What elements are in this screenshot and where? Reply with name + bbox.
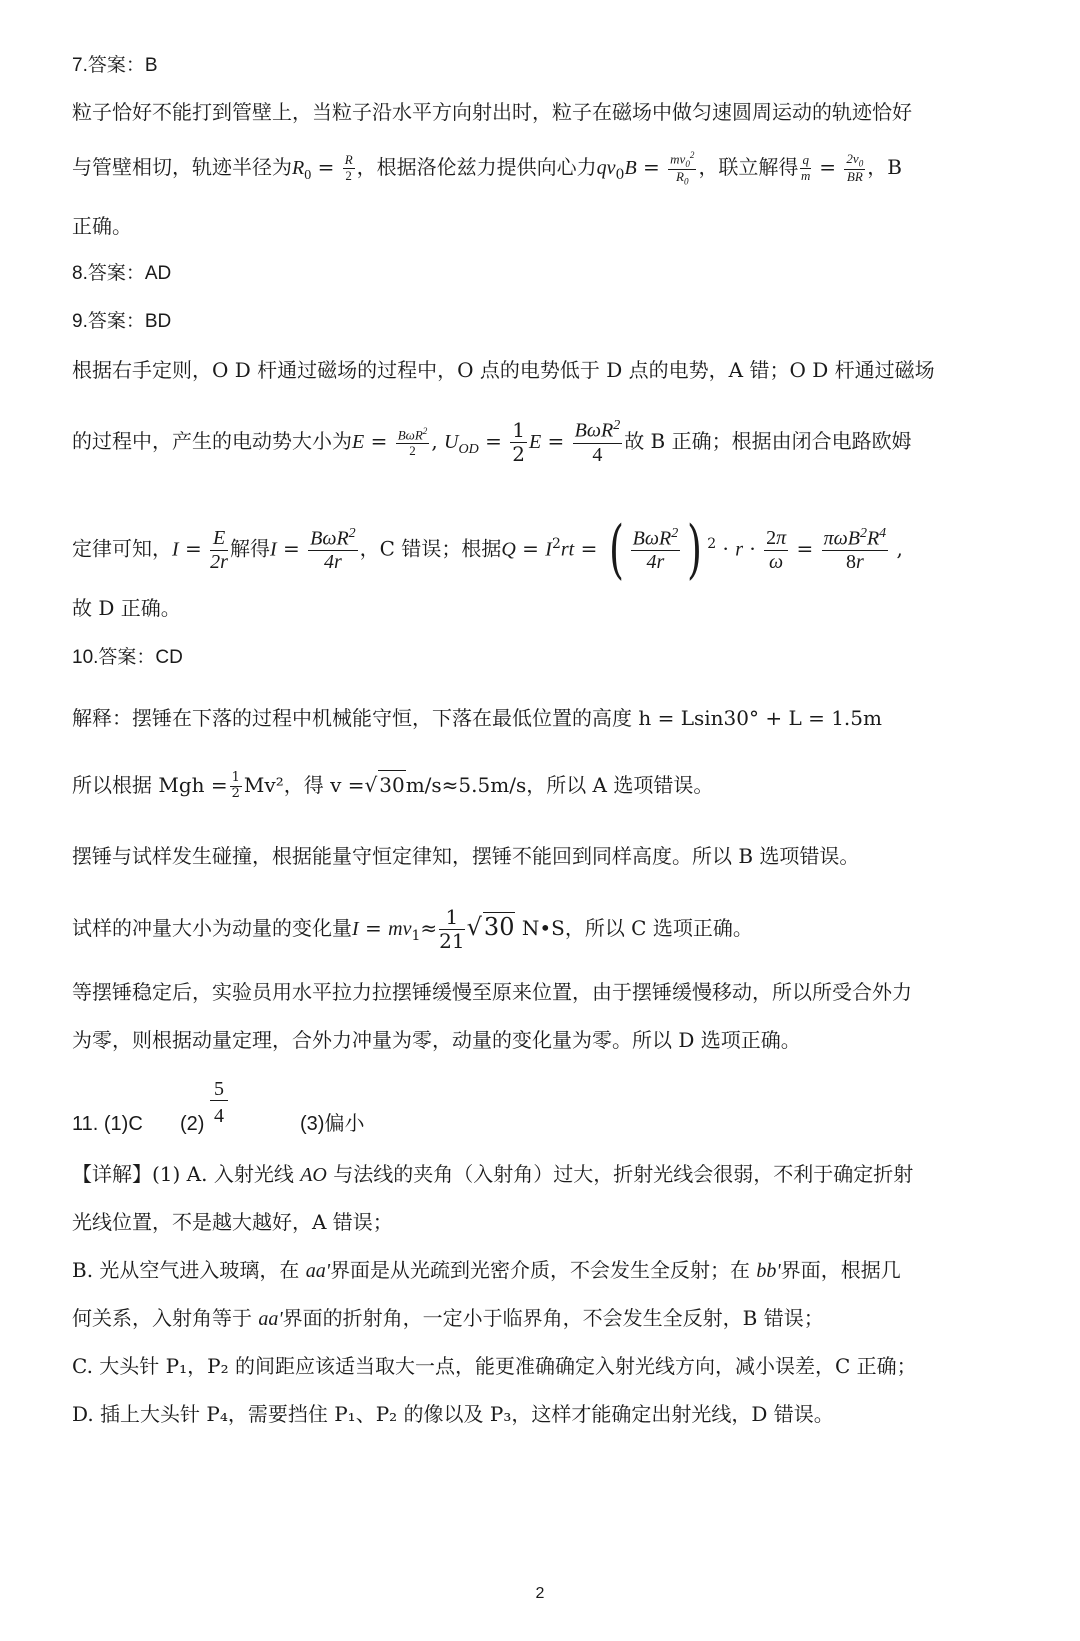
q9-line-1: 根据右手定则，O D 杆通过磁场的过程中，O 点的电势低于 D 点的电势，A 错；O D 杆通过磁场 bbox=[72, 358, 935, 382]
q9-line-4: 故 D 正确。 bbox=[72, 596, 181, 620]
q10-answer: 10.答案：CD bbox=[72, 647, 183, 668]
q8-answer: 8.答案：AD bbox=[72, 263, 172, 284]
q10-line-1: 解释：摆锤在下落的过程中机械能守恒，下落在最低位置的高度 h = Lsin30° + L = 1.5m bbox=[72, 706, 882, 730]
q11-detail-1: 【详解】(1) A. 入射光线 AO 与法线的夹角（入射角）过大，折射光线会很弱，不利于确定折射 bbox=[72, 1162, 914, 1186]
q11-detail-5: C. 大头针 P₁，P₂ 的间距应该适当取大一点，能更准确确定入射光线方向，减小误差，C 正确； bbox=[72, 1354, 917, 1378]
q10-line-2: 所以根据 Mgh = $\frac{1}{2}$ Mv²，得 v =√ 30m/s≈5.5m/s，所以 A 选项错误。 bbox=[72, 770, 714, 801]
q9-answer: 9.答案：BD bbox=[72, 311, 172, 332]
q7-line-3: 正确。 bbox=[72, 214, 132, 238]
q10-line-4: 试样的冲量大小为动量的变化量$I = mv_1\approx$ $\frac{1}{21}$ √30 N•S，所以 C 选项正确。 bbox=[72, 905, 753, 953]
q11-answers: 11. (1)C (2) 5 4 (3)偏小 bbox=[72, 1078, 365, 1135]
q10-line-3: 摆锤与试样发生碰撞，根据能量守恒定律知，摆锤不能回到同样高度。所以 B 选项错误。 bbox=[72, 844, 860, 868]
q7-answer: 7.答案：B bbox=[72, 55, 158, 76]
q9-line-3: 定律可知，I = $\frac{E}{2r}$ 解得I = $\frac{B\omega R^2}{4r}$ ，C 错误；根据$Q = I^2rt$ = ( $\frac{B\omega R^2}{4r}$ ) $^2$ · r · $\frac{2\pi}{\omega}$ = $\frac{\pi\omega B^2R^4}{8r}$ , bbox=[72, 513, 903, 587]
page-number: 2 bbox=[535, 1585, 545, 1602]
q10-line-5: 等摆锤稳定后，实验员用水平拉力拉摆锤缓慢至原来位置，由于摆锤缓慢移动，所以所受合外力 bbox=[72, 980, 912, 1004]
q11-detail-6: D. 插上大头针 P₄，需要挡住 P₁、P₂ 的像以及 P₃，这样才能确定出射光线，D 错误。 bbox=[72, 1402, 834, 1426]
q7-line-2: 与管壁相切，轨迹半径为$R_0$ = $\frac{R}{2}$ ，根据洛伦兹力提供向心力$qv_0B$ = $\frac{mv_0^2}{R_0}$ ，联立解得 $\frac{q}{m}$ = $\frac{2v_0}{BR}$ ，B bbox=[72, 150, 902, 187]
q11-detail-3: B. 光从空气进入玻璃，在 aa'界面是从光疏到光密介质，不会发生全反射；在 bb'界面，根据几 bbox=[72, 1258, 901, 1282]
q10-line-6: 为零，则根据动量定理，合外力冲量为零，动量的变化量为零。所以 D 选项正确。 bbox=[72, 1028, 801, 1052]
q11-detail-4: 何关系，入射角等于 aa'界面的折射角，一定小于临界角，不会发生全反射，B 错误； bbox=[72, 1306, 824, 1330]
q7-line-1: 粒子恰好不能打到管壁上，当粒子沿水平方向射出时，粒子在磁场中做匀速圆周运动的轨迹恰好 bbox=[72, 100, 912, 124]
q9-line-2: 的过程中，产生的电动势大小为E = $\frac{B\omega R^2}{2}$ , $U_{OD}$ = $\frac{1}{2}$ E = $\frac{B\omega R^2}{4}$ 故 B 正确；根据由闭合电路欧姆 bbox=[72, 417, 912, 466]
q11-detail-2: 光线位置，不是越大越好，A 错误； bbox=[72, 1210, 393, 1234]
